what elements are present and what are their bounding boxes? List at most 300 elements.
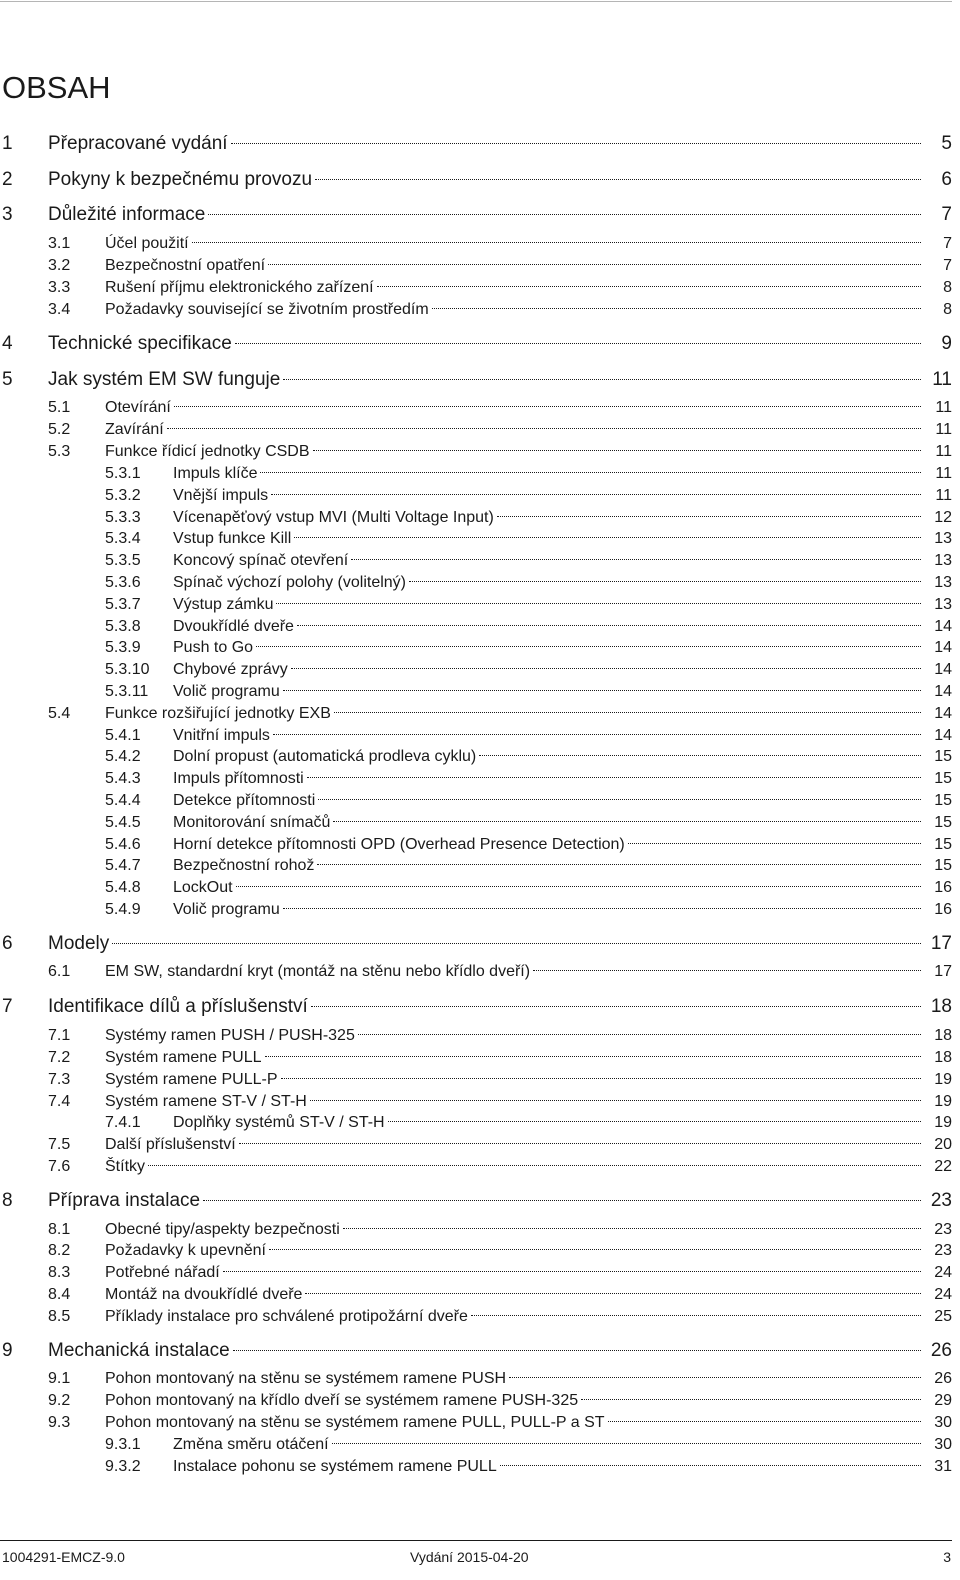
toc-entry-number: 5.3.11 xyxy=(105,683,149,700)
dot-leader xyxy=(351,559,921,560)
toc-entry-number: 5 xyxy=(2,369,13,390)
toc-entry-title: Rušení příjmu elektronického zařízení xyxy=(105,277,374,299)
dot-leader xyxy=(167,428,921,429)
toc-entry-title: Příklady instalace pro schválené protipožární dveře xyxy=(105,1306,468,1328)
toc-entry-title-wrap xyxy=(48,333,921,355)
toc-entry[interactable] xyxy=(0,1219,952,1241)
toc-entry-number: 5.1 xyxy=(48,399,71,416)
toc-entry-title: Systém ramene PULL xyxy=(105,1047,262,1069)
toc-entry-page: 19 xyxy=(934,1114,952,1131)
toc-entry-number: 5.4.6 xyxy=(105,836,141,853)
toc-entry-page: 12 xyxy=(934,509,952,526)
toc-entry-number: 3 xyxy=(2,204,13,225)
toc-entry[interactable] xyxy=(0,768,952,790)
toc-entry-page: 14 xyxy=(934,639,952,656)
toc-entry-page: 6 xyxy=(941,169,952,190)
dot-leader xyxy=(581,1399,921,1400)
toc-entry[interactable] xyxy=(0,1047,952,1069)
toc-entry-title-wrap xyxy=(48,133,921,155)
toc-entry-number: 5.3.3 xyxy=(105,509,141,526)
toc-entry[interactable] xyxy=(0,746,952,768)
toc-entry-title-wrap xyxy=(173,1112,921,1134)
toc-entry-number: 7.1 xyxy=(48,1027,71,1044)
toc-entry-title-wrap xyxy=(105,299,921,321)
dot-leader xyxy=(233,1350,921,1351)
dot-leader xyxy=(409,581,921,582)
toc-entry-page: 11 xyxy=(932,369,952,390)
toc-entry[interactable] xyxy=(0,1262,952,1284)
dot-leader xyxy=(273,734,921,735)
toc-entry-number: 5.3.9 xyxy=(105,639,141,656)
toc-entry[interactable] xyxy=(0,333,952,355)
toc-entry-title-wrap xyxy=(173,812,921,834)
toc-entry[interactable] xyxy=(0,133,952,155)
toc-entry[interactable] xyxy=(0,933,952,955)
toc-entry-title: Mechanická instalace xyxy=(48,1340,230,1361)
toc-entry-page: 14 xyxy=(934,705,952,722)
toc-entry-title-wrap xyxy=(173,1456,921,1478)
toc-entry-title-wrap xyxy=(48,933,921,955)
toc-entry-page: 26 xyxy=(934,1370,952,1387)
toc-entry-number: 8.5 xyxy=(48,1308,71,1325)
toc-entry-number: 5.4.4 xyxy=(105,792,141,809)
toc-entry[interactable] xyxy=(0,1390,952,1412)
toc-entry-title: Montáž na dvoukřídlé dveře xyxy=(105,1284,302,1306)
toc-entry-page: 14 xyxy=(934,618,952,635)
toc-entry-title-wrap xyxy=(105,1240,921,1262)
toc-entry-number: 5.3 xyxy=(48,443,71,460)
dot-leader xyxy=(310,1100,921,1101)
toc-entry-page: 17 xyxy=(934,963,952,980)
toc-entry[interactable] xyxy=(0,834,952,856)
toc-entry-title-wrap xyxy=(105,1047,921,1069)
toc-entry-number: 8.2 xyxy=(48,1242,71,1259)
dot-leader xyxy=(509,1377,921,1378)
dot-leader xyxy=(313,450,921,451)
toc-entry-title: Volič programu xyxy=(173,681,280,703)
toc-entry-page: 9 xyxy=(941,333,952,354)
toc-entry[interactable] xyxy=(0,790,952,812)
toc-entry[interactable] xyxy=(0,1156,952,1178)
toc-entry-title: Vstup funkce Kill xyxy=(173,528,291,550)
toc-entry[interactable] xyxy=(0,1112,952,1134)
toc-entry-title-wrap xyxy=(105,1069,921,1091)
dot-leader xyxy=(231,143,921,144)
toc-entry[interactable] xyxy=(0,507,952,529)
toc-entry[interactable] xyxy=(0,1368,952,1390)
dot-leader xyxy=(315,179,921,180)
toc-entry-number: 5.4.9 xyxy=(105,901,141,918)
dot-leader xyxy=(148,1165,921,1166)
dot-leader xyxy=(283,379,921,380)
toc-entry[interactable] xyxy=(0,877,952,899)
toc-entry[interactable] xyxy=(0,725,952,747)
toc-entry-title: Push to Go xyxy=(173,637,253,659)
dot-leader xyxy=(608,1421,921,1422)
toc-entry[interactable] xyxy=(0,1134,952,1156)
toc-entry[interactable] xyxy=(0,550,952,572)
toc-entry-title: Důležité informace xyxy=(48,204,206,225)
toc-entry-title: Další příslušenství xyxy=(105,1134,236,1156)
toc-entry[interactable] xyxy=(0,1190,952,1212)
toc-entry-page: 15 xyxy=(934,814,952,831)
toc-entry-number: 3.4 xyxy=(48,301,71,318)
toc-entry-title-wrap xyxy=(48,1340,921,1362)
toc-entry-number: 5.4.1 xyxy=(105,727,141,744)
toc-entry-title-wrap xyxy=(105,961,921,983)
toc-entry-page: 11 xyxy=(935,399,952,416)
dot-leader xyxy=(471,1315,921,1316)
toc-entry-title: Pohon montovaný na stěnu se systémem ramene PULL, PULL-P a ST xyxy=(105,1412,605,1434)
toc-entry-title-wrap xyxy=(173,572,921,594)
toc-entry-title-wrap xyxy=(48,369,921,391)
toc-entry-page: 7 xyxy=(943,235,952,252)
toc-entry[interactable] xyxy=(0,233,952,255)
toc-entry-page: 11 xyxy=(935,465,952,482)
toc-entry-title: Dolní propust (automatická prodleva cyklu) xyxy=(173,746,476,768)
toc-entry[interactable] xyxy=(0,485,952,507)
toc-entry-number: 5.3.1 xyxy=(105,465,141,482)
toc-entry-number: 3.2 xyxy=(48,257,71,274)
dot-leader xyxy=(174,406,921,407)
toc-entry[interactable] xyxy=(0,255,952,277)
dot-leader xyxy=(281,1078,921,1079)
toc-entry-title: Monitorování snímačů xyxy=(173,812,330,834)
toc-entry-page: 31 xyxy=(934,1458,952,1475)
dot-leader xyxy=(235,343,921,344)
toc-entry-number: 3.3 xyxy=(48,279,71,296)
toc-entry-page: 15 xyxy=(934,792,952,809)
toc-entry-number: 7 xyxy=(2,996,13,1017)
toc-entry-title-wrap xyxy=(173,659,921,681)
toc-entry-page: 20 xyxy=(934,1136,952,1153)
toc-entry-number: 8 xyxy=(2,1190,13,1211)
toc-entry-title-wrap xyxy=(48,1190,921,1212)
toc-entry[interactable] xyxy=(0,204,952,226)
toc-entry-page: 19 xyxy=(934,1093,952,1110)
dot-leader xyxy=(256,646,921,647)
dot-leader xyxy=(479,755,921,756)
dot-leader xyxy=(533,970,921,971)
toc-entry-number: 9.1 xyxy=(48,1370,71,1387)
toc-entry-title: Systém ramene PULL-P xyxy=(105,1069,278,1091)
dot-leader xyxy=(334,712,921,713)
dot-leader xyxy=(388,1121,921,1122)
toc-entry-title-wrap xyxy=(173,485,921,507)
toc-entry[interactable] xyxy=(0,572,952,594)
toc-entry[interactable] xyxy=(0,659,952,681)
toc-entry-title: Identifikace dílů a příslušenství xyxy=(48,996,308,1017)
toc-entry[interactable] xyxy=(0,419,952,441)
toc-entry[interactable] xyxy=(0,899,952,921)
toc-entry-title-wrap xyxy=(173,790,921,812)
toc-entry-page: 14 xyxy=(934,727,952,744)
toc-entry-title: Doplňky systémů ST-V / ST-H xyxy=(173,1112,385,1134)
toc-entry-page: 23 xyxy=(934,1242,952,1259)
toc-entry-title: Impuls klíče xyxy=(173,463,257,485)
toc-entry-number: 9.3 xyxy=(48,1414,71,1431)
toc-entry-page: 29 xyxy=(934,1392,952,1409)
toc-entry-title: Výstup zámku xyxy=(173,594,273,616)
toc-entry-page: 18 xyxy=(930,996,952,1017)
toc-entry-number: 7.4.1 xyxy=(105,1114,141,1131)
dot-leader xyxy=(239,1143,921,1144)
toc-entry-title-wrap xyxy=(105,233,921,255)
toc-entry-number: 7.4 xyxy=(48,1093,71,1110)
toc-entry-number: 5.4.5 xyxy=(105,814,141,831)
toc-entry-page: 24 xyxy=(934,1264,952,1281)
toc-entry-title: Pohon montovaný na křídlo dveří se systémem ramene PUSH-325 xyxy=(105,1390,578,1412)
dot-leader xyxy=(333,821,921,822)
toc-entry-number: 7.2 xyxy=(48,1049,71,1066)
dot-leader xyxy=(265,1056,921,1057)
toc-entry-page: 11 xyxy=(935,421,952,438)
dot-leader xyxy=(318,799,921,800)
toc-entry[interactable] xyxy=(0,1025,952,1047)
toc-entry-number: 5.3.7 xyxy=(105,596,141,613)
toc-entry-title: Dvoukřídlé dveře xyxy=(173,616,294,638)
toc-entry-title-wrap xyxy=(173,1434,921,1456)
toc-entry-page: 18 xyxy=(934,1027,952,1044)
toc-entry-page: 30 xyxy=(934,1414,952,1431)
dot-leader xyxy=(192,242,921,243)
toc-entry-number: 9 xyxy=(2,1340,13,1361)
toc-entry-title-wrap xyxy=(105,441,921,463)
toc-entry-number: 7.6 xyxy=(48,1158,71,1175)
toc-entry-title: Detekce přítomnosti xyxy=(173,790,315,812)
toc-entry-title-wrap xyxy=(173,550,921,572)
toc-entry[interactable] xyxy=(0,812,952,834)
toc-entry[interactable] xyxy=(0,594,952,616)
toc-entry-title-wrap xyxy=(105,1091,921,1113)
toc-entry-title: Jak systém EM SW funguje xyxy=(48,369,281,390)
dot-leader xyxy=(283,690,921,691)
toc-entry-page: 7 xyxy=(941,204,952,225)
toc-entry-title-wrap xyxy=(173,855,921,877)
toc-entry-page: 5 xyxy=(941,133,952,154)
toc-entry[interactable] xyxy=(0,441,952,463)
toc-entry-page: 15 xyxy=(934,770,952,787)
dot-leader xyxy=(358,1034,921,1035)
toc-entry-page: 15 xyxy=(934,748,952,765)
toc-entry-page: 13 xyxy=(934,530,952,547)
toc-entry-title-wrap xyxy=(48,204,921,226)
toc-entry[interactable] xyxy=(0,855,952,877)
toc-entry-number: 5.3.2 xyxy=(105,487,141,504)
toc-entry[interactable] xyxy=(0,703,952,725)
toc-entry-page: 16 xyxy=(934,879,952,896)
toc-entry-number: 5.4.8 xyxy=(105,879,141,896)
toc-entry-number: 7.3 xyxy=(48,1071,71,1088)
toc-entry-title-wrap xyxy=(173,594,921,616)
toc-entry-title-wrap xyxy=(173,637,921,659)
dot-leader xyxy=(297,625,921,626)
toc-entry-page: 18 xyxy=(934,1049,952,1066)
toc-entry[interactable] xyxy=(0,528,952,550)
toc-entry-number: 5.4.7 xyxy=(105,857,141,874)
toc-entry-title-wrap xyxy=(105,277,921,299)
dot-leader xyxy=(294,537,921,538)
top-rule xyxy=(0,1,952,2)
toc-entry-title: Štítky xyxy=(105,1156,145,1178)
toc-entry-number: 9.2 xyxy=(48,1392,71,1409)
toc-entry[interactable] xyxy=(0,616,952,638)
toc-entry-title-wrap xyxy=(173,507,921,529)
toc-entry-page: 25 xyxy=(934,1308,952,1325)
dot-leader xyxy=(305,1293,921,1294)
toc-entry-title: Požadavky související se životním prostředím xyxy=(105,299,429,321)
dot-leader xyxy=(500,1465,921,1466)
toc-entry[interactable] xyxy=(0,1306,952,1328)
toc-entry-title: Účel použití xyxy=(105,233,189,255)
toc-entry-number: 5.3.4 xyxy=(105,530,141,547)
toc-entry-page: 13 xyxy=(934,596,952,613)
toc-entry-title-wrap xyxy=(173,681,921,703)
toc-entry-title-wrap xyxy=(173,899,921,921)
toc-entry-title-wrap xyxy=(173,463,921,485)
toc-entry-number: 3.1 xyxy=(48,235,71,252)
toc-entry-number: 5.3.6 xyxy=(105,574,141,591)
toc-entry-title-wrap xyxy=(105,1284,921,1306)
toc-entry-title-wrap xyxy=(105,419,921,441)
dot-leader xyxy=(332,1443,921,1444)
dot-leader xyxy=(291,668,921,669)
toc-entry-title: LockOut xyxy=(173,877,233,899)
toc-entry-number: 8.4 xyxy=(48,1286,71,1303)
toc-entry[interactable] xyxy=(0,681,952,703)
toc-entry-number: 5.4.2 xyxy=(105,748,141,765)
page-title: OBSAH xyxy=(2,70,111,105)
toc-entry-number: 1 xyxy=(2,133,13,154)
dot-leader xyxy=(343,1228,921,1229)
toc-entry-title: Pohon montovaný na stěnu se systémem ramene PUSH xyxy=(105,1368,506,1390)
toc-entry-title-wrap xyxy=(173,725,921,747)
toc-entry-title: Horní detekce přítomnosti OPD (Overhead Presence Detection) xyxy=(173,834,625,856)
toc-entry-number: 4 xyxy=(2,333,13,354)
toc-entry[interactable] xyxy=(0,996,952,1018)
toc-entry-number: 5.3.10 xyxy=(105,661,150,678)
toc-entry-title: Otevírání xyxy=(105,397,171,419)
toc-entry[interactable] xyxy=(0,1069,952,1091)
toc-entry-title: EM SW, standardní kryt (montáž na stěnu nebo křídlo dveří) xyxy=(105,961,530,983)
toc-entry-number: 9.3.2 xyxy=(105,1458,141,1475)
toc-entry-page: 8 xyxy=(943,301,952,318)
toc-entry-title: Modely xyxy=(48,933,110,954)
toc-entry-number: 5.3.5 xyxy=(105,552,141,569)
toc-entry-title-wrap xyxy=(173,877,921,899)
toc-entry[interactable] xyxy=(0,1240,952,1262)
toc-entry[interactable] xyxy=(0,1340,952,1362)
toc-entry-title: Pokyny k bezpečnému provozu xyxy=(48,169,313,190)
toc-entry-title-wrap xyxy=(105,1368,921,1390)
toc-entry[interactable] xyxy=(0,369,952,391)
toc-entry-title: Impuls přítomnosti xyxy=(173,768,304,790)
dot-leader xyxy=(497,516,921,517)
toc-entry-title-wrap xyxy=(105,255,921,277)
toc-entry[interactable] xyxy=(0,961,952,983)
dot-leader xyxy=(112,943,921,944)
toc-entry-title-wrap xyxy=(173,746,921,768)
toc-entry-title-wrap xyxy=(105,1025,921,1047)
toc-entry-page: 11 xyxy=(935,443,952,460)
toc-entry[interactable] xyxy=(0,169,952,191)
toc-entry-title: Změna směru otáčení xyxy=(173,1434,329,1456)
toc-entry-title-wrap xyxy=(173,528,921,550)
toc-entry[interactable] xyxy=(0,1284,952,1306)
toc-entry-page: 15 xyxy=(934,857,952,874)
toc-entry-title-wrap xyxy=(105,1219,921,1241)
toc-entry[interactable] xyxy=(0,1091,952,1113)
toc-entry-page: 13 xyxy=(934,574,952,591)
toc-entry-title: Přepracované vydání xyxy=(48,133,228,154)
toc-entry-title: Vnitřní impuls xyxy=(173,725,270,747)
toc-entry-title-wrap xyxy=(173,768,921,790)
toc-entry-title-wrap xyxy=(105,1412,921,1434)
toc-entry-title: Potřebné nářadí xyxy=(105,1262,220,1284)
toc-entry-title: Technické specifikace xyxy=(48,333,232,354)
toc-entry-title: Bezpečnostní opatření xyxy=(105,255,265,277)
toc-entry-title-wrap xyxy=(105,1262,921,1284)
toc-entry-title: Zavírání xyxy=(105,419,164,441)
toc-entry[interactable] xyxy=(0,1434,952,1456)
dot-leader xyxy=(377,286,921,287)
toc-entry-number: 2 xyxy=(2,169,13,190)
toc-entry-title-wrap xyxy=(105,1390,921,1412)
toc-entry-page: 23 xyxy=(930,1190,952,1211)
footer-page-number: 3 xyxy=(943,1549,951,1565)
toc-entry-number: 8.3 xyxy=(48,1264,71,1281)
dot-leader xyxy=(260,472,921,473)
toc-entry-title-wrap xyxy=(173,834,921,856)
toc-entry-title: Funkce rozšiřující jednotky EXB xyxy=(105,703,331,725)
toc-entry-title-wrap xyxy=(48,169,921,191)
dot-leader xyxy=(432,308,921,309)
toc-entry[interactable] xyxy=(0,397,952,419)
toc-entry-title: Požadavky k upevnění xyxy=(105,1240,266,1262)
footer-doc-id: 1004291-EMCZ-9.0 xyxy=(2,1549,125,1565)
toc-entry-page: 26 xyxy=(930,1340,952,1361)
toc-entry-number: 5.4.3 xyxy=(105,770,141,787)
toc-entry-number: 9.3.1 xyxy=(105,1436,141,1453)
dot-leader xyxy=(223,1271,921,1272)
toc-entry-page: 8 xyxy=(943,279,952,296)
toc-entry-title: Instalace pohonu se systémem ramene PULL xyxy=(173,1456,497,1478)
toc-entry[interactable] xyxy=(0,277,952,299)
dot-leader xyxy=(307,777,921,778)
toc-entry[interactable] xyxy=(0,1412,952,1434)
footer-rule xyxy=(0,1540,952,1541)
dot-leader xyxy=(268,264,921,265)
dot-leader xyxy=(276,603,921,604)
toc-entry[interactable] xyxy=(0,299,952,321)
toc-entry-page: 11 xyxy=(935,487,952,504)
toc-entry-title-wrap xyxy=(48,996,921,1018)
dot-leader xyxy=(269,1249,921,1250)
toc-entry-number: 7.5 xyxy=(48,1136,71,1153)
dot-leader xyxy=(208,214,921,215)
dot-leader xyxy=(203,1200,921,1201)
toc-entry-page: 23 xyxy=(934,1221,952,1238)
toc-entry[interactable] xyxy=(0,1456,952,1478)
toc-entry-page: 17 xyxy=(930,933,952,954)
toc-entry[interactable] xyxy=(0,463,952,485)
toc-entry-title: Bezpečnostní rohož xyxy=(173,855,314,877)
toc-entry-title: Volič programu xyxy=(173,899,280,921)
toc-entry-title: Vícenapěťový vstup MVI (Multi Voltage Input) xyxy=(173,507,494,529)
toc-entry[interactable] xyxy=(0,637,952,659)
toc-entry-number: 6.1 xyxy=(48,963,71,980)
footer-edition: Vydání 2015-04-20 xyxy=(410,1549,529,1565)
